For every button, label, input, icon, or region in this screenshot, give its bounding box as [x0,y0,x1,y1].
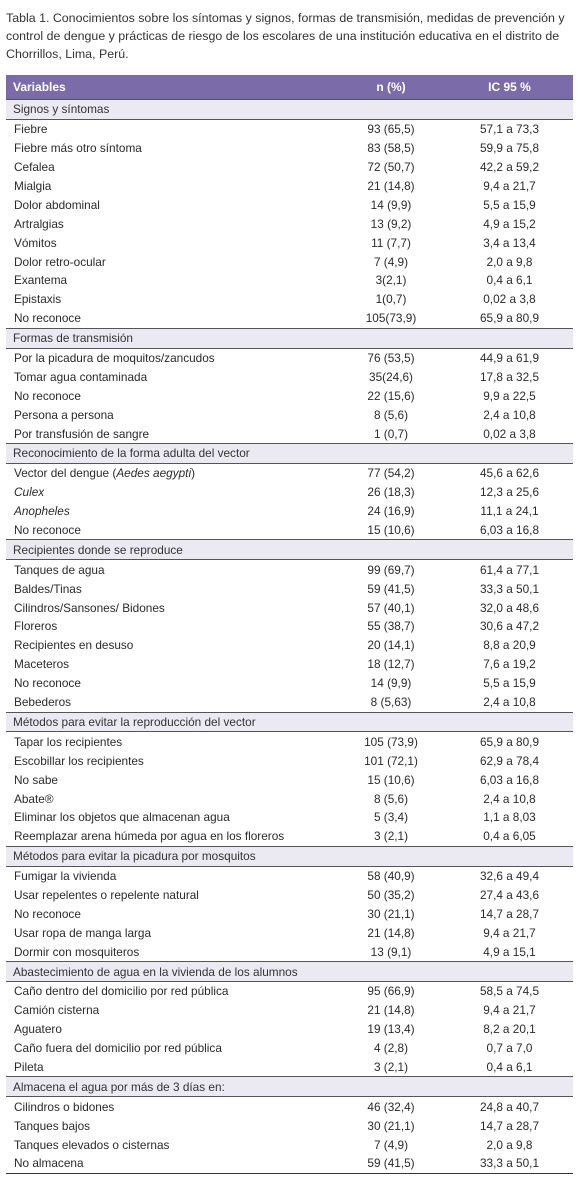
section-header-row [6,1077,573,1097]
row-label: Caño dentro del domicilio por red pública [14,984,229,999]
row-ci: 3,4 a 13,4 [483,235,536,250]
row-n-percent: 5 (3,4) [373,810,409,825]
row-ci: 14,7 a 28,7 [479,1118,540,1133]
row-ci: 14,7 a 28,7 [479,906,540,921]
table-row [6,348,573,367]
data-table [6,75,573,1174]
table-row [6,139,573,158]
row-label: No sabe [14,772,58,787]
table-row [6,732,573,751]
table-row [6,808,573,827]
row-label: Dolor abdominal [14,197,100,212]
table-row [6,521,573,540]
row-label: Bebederos [14,695,72,710]
row-label: No reconoce [14,311,81,326]
table-row [6,367,573,386]
row-label: Epistaxis [14,292,62,307]
row-label: No reconoce [14,906,81,921]
table-row [6,789,573,808]
table-row [6,119,573,138]
row-ci: 2,4 a 10,8 [483,791,536,806]
row-ci: 2,0 a 9,8 [486,1137,533,1152]
table-row [6,463,573,482]
row-ci: 58,5 a 74,5 [479,984,540,999]
section-header-row [6,100,573,120]
table-row [6,560,573,579]
row-ci: 32,0 a 48,6 [479,600,540,615]
row-ci: 9,4 a 21,7 [483,1003,536,1018]
row-ci: 8,2 a 20,1 [483,1022,536,1037]
section-header-row [6,846,573,866]
table-row [6,886,573,905]
row-n-percent: 57 (40,1) [367,600,415,615]
row-ci: 2,4 a 10,8 [483,407,536,422]
section-header-row [6,540,573,560]
table-row [6,1039,573,1058]
row-n-percent: 76 (53,5) [367,351,415,366]
row-n-percent: 95 (66,9) [367,984,415,999]
row-ci: 30,6 a 47,2 [479,619,540,634]
row-n-percent: 18 (12,7) [367,657,415,672]
table-row [6,579,573,598]
row-label: Baldes/Tinas [14,581,82,596]
row-n-percent: 11 (7,7) [371,235,411,250]
row-ci: 27,4 a 43,6 [479,887,540,902]
row-n-percent: 3(2,1) [375,273,407,288]
table-row [6,1154,573,1173]
table-row [6,827,573,846]
table-row [6,636,573,655]
row-label-text: Vector del dengue ( [14,466,117,481]
row-ci: 0,4 a 6,05 [483,829,536,844]
row-label: Recipientes en desuso [14,638,134,653]
row-label: Cilindros/Sansones/ Bidones [14,600,165,615]
row-n-percent: 93 (65,5) [367,122,415,137]
header-ic: IC 95 % [446,75,573,100]
row-n-percent: 1(0,7) [375,292,407,307]
row-ci: 8,8 a 20,9 [483,638,536,653]
table-row [6,923,573,942]
row-n-percent: 58 (40,9) [367,869,415,884]
row-n-percent: 1 (0,7) [373,426,409,441]
row-label: No reconoce [14,388,81,403]
row-n-percent: 72 (50,7) [367,160,415,175]
table-row [6,598,573,617]
row-label: Usar ropa de manga larga [14,925,152,940]
row-n-percent: 3 (2,1) [373,1059,409,1074]
row-ci: 0,02 a 3,8 [483,292,536,307]
table-row [6,655,573,674]
row-n-percent: 99 (69,7) [367,562,415,577]
row-ci: 0,02 a 3,8 [483,426,536,441]
table-row [6,290,573,309]
row-n-percent: 3 (2,1) [373,829,409,844]
table-row [6,483,573,502]
row-n-percent: 83 (58,5) [367,141,415,156]
row-ci: 42,2 a 59,2 [479,160,540,175]
row-n-percent: 46 (32,4) [367,1099,415,1114]
row-label: Exantema [14,273,68,288]
row-label: Tomar agua contaminada [14,369,148,384]
row-ci: 0,4 a 6,1 [486,1059,533,1074]
section-title: Abastecimiento de agua en la vivienda de los alumnos [6,962,573,982]
row-ci: 5,5 a 15,9 [483,676,536,691]
row-n-percent: 14 (9,9) [370,197,412,212]
table-row [6,424,573,443]
table-row [6,177,573,196]
row-ci: 9,9 a 22,5 [483,388,536,403]
section-title: Métodos para evitar la picadura por mosquitos [6,846,573,866]
row-ci: 0,4 a 6,1 [486,273,533,288]
section-header-row [6,712,573,732]
row-label [6,463,336,482]
table-row [6,386,573,405]
row-label: Tanques de agua [14,562,105,577]
row-label-suffix: ) [191,466,196,481]
row-ci: 65,9 a 80,9 [479,734,540,749]
row-n-percent: 20 (14,1) [367,638,415,653]
table-caption: Tabla 1. Conocimientos sobre los síntomas y signos, formas de transmisión, medidas de prevención y control de dengue y prácticas de riesgo de los escolares de una institución educativa en el distrito de Chorrillos, Lima, Perú. [6,11,565,61]
row-label: Tanques bajos [14,1118,91,1133]
row-n-percent: 8 (5,63) [370,695,412,710]
row-n-percent: 24 (16,9) [367,504,415,519]
table-row [6,214,573,233]
table-row [6,1058,573,1077]
row-label: No reconoce [14,676,81,691]
row-ci: 9,4 a 21,7 [483,925,536,940]
header-variables: Variables [6,75,336,100]
row-n-percent: 4 (2,8) [373,1041,409,1056]
row-n-percent: 21 (14,8) [367,925,415,940]
row-label: Cefalea [14,160,55,175]
row-ci: 24,8 a 40,7 [479,1099,540,1114]
row-ci: 59,9 a 75,8 [479,141,540,156]
row-n-percent: 21 (14,8) [367,1003,415,1018]
row-label-species: Culex [14,485,45,500]
row-label: Por transfusión de sangre [14,426,150,441]
section-header-row [6,962,573,982]
table-row [6,770,573,789]
row-label: Escobillar los recipientes [14,753,144,768]
row-label: Mialgia [14,179,52,193]
row-label: Reemplazar arena húmeda por agua en los floreros [14,829,285,844]
table-row [6,1135,573,1154]
row-label: Caño fuera del domicilio por red pública [14,1041,222,1056]
row-label [6,502,336,521]
row-ci: 2,0 a 9,8 [486,254,533,269]
table-row [6,502,573,521]
row-n-percent: 105 (73,9) [364,734,418,749]
table-row [6,271,573,290]
row-ci: 62,9 a 78,4 [479,753,540,768]
table-row [6,309,573,328]
row-n-percent: 101 (72,1) [364,753,418,768]
table-row [6,866,573,885]
table-row [6,904,573,923]
row-n-percent: 77 (54,2) [367,466,415,481]
row-ci: 17,8 a 32,5 [479,369,540,384]
row-ci: 6,03 a 16,8 [479,772,540,787]
row-label: Usar repelentes o repelente natural [14,887,199,902]
row-label: Por la picadura de moquitos/zancudos [14,351,215,366]
row-label: Pileta [14,1059,44,1074]
row-label: Persona a persona [14,407,114,422]
section-header-row [6,328,573,348]
section-title: Reconocimiento de la forma adulta del vector [6,444,573,464]
table-body [6,100,573,1174]
table-row [6,195,573,214]
table-row [6,1020,573,1039]
row-label: Cilindros o bidones [14,1099,115,1114]
row-n-percent: 59 (41,5) [336,1154,446,1173]
row-n-percent: 15 (10,6) [367,523,415,538]
row-label: No almacena [6,1154,336,1173]
row-ci: 57,1 a 73,3 [479,122,540,137]
row-label: No reconoce [14,523,81,538]
row-ci: 0,7 a 7,0 [486,1041,533,1056]
row-ci: 4,9 a 15,2 [483,216,536,231]
header-n: n (%) [336,75,446,100]
table-row [6,233,573,252]
row-ci: 33,3 a 50,1 [446,1154,573,1173]
table-row [6,1097,573,1116]
row-label: Fiebre más otro síntoma [14,141,142,156]
row-label: Camión cisterna [14,1003,100,1018]
section-title: Formas de transmisión [6,328,573,348]
table-header [6,75,573,100]
row-n-percent: 19 (13,4) [367,1022,415,1037]
row-n-percent: 8 (5,6) [373,791,409,806]
table-row [6,942,573,961]
row-ci: 65,9 a 80,9 [479,311,540,326]
row-n-percent: 14 (9,9) [370,676,412,691]
row-label: Fiebre [14,122,48,137]
row-n-percent: 50 (35,2) [367,887,415,902]
section-title: Métodos para evitar la reproducción del vector [6,712,573,732]
table-row [6,158,573,177]
row-ci: 6,03 a 16,8 [479,523,540,538]
table-row [6,981,573,1000]
section-title: Almacena el agua por más de 3 días en: [6,1077,573,1097]
row-n-percent: 30 (21,1) [367,1118,415,1133]
header-row [6,75,573,100]
row-ci: 4,9 a 15,1 [483,944,536,959]
row-n-percent: 59 (41,5) [367,581,415,596]
row-label: Maceteros [14,657,70,672]
row-ci: 1,1 a 8,03 [483,810,536,825]
table-row [6,1116,573,1135]
row-label [6,483,336,502]
row-label-species: Aedes aegypti [116,466,192,481]
table-row [6,252,573,271]
row-ci: 12,3 a 25,6 [479,485,540,500]
row-label-species: Anopheles [14,504,70,519]
section-title: Recipientes donde se reproduce [6,540,573,560]
row-n-percent: 30 (21,1) [367,906,415,921]
row-ci: 32,6 a 49,4 [479,869,540,884]
table-row [6,751,573,770]
row-n-percent: 26 (18,3) [367,485,415,500]
section-header-row [6,444,573,464]
row-label: Abate® [14,791,54,806]
row-n-percent: 13 (9,2) [370,216,412,231]
row-label: Dolor retro-ocular [14,254,106,269]
row-n-percent: 105(73,9) [365,311,417,326]
row-label: Eliminar los objetos que almacenan agua [14,810,230,825]
row-ci: 9,4 a 21,7 [483,179,536,193]
section-title: Signos y síntomas [6,100,573,120]
table-row [6,617,573,636]
row-label: Dormir con mosquiteros [14,944,140,959]
row-ci: 44,9 a 61,9 [479,351,540,366]
row-n-percent: 22 (15,6) [367,388,415,403]
row-n-percent: 13 (9,1) [370,944,412,959]
row-n-percent: 7 (4,9) [373,1137,409,1152]
row-label: Fumigar la vivienda [14,869,117,884]
row-n-percent: 7 (4,9) [373,254,409,269]
row-ci: 61,4 a 77,1 [479,562,540,577]
row-label: Floreros [14,619,58,634]
row-ci: 11,1 a 24,1 [480,504,539,519]
row-ci: 5,5 a 15,9 [483,197,536,212]
row-label: Aguatero [14,1022,62,1037]
table-row [6,674,573,693]
row-n-percent: 35(24,6) [369,369,413,384]
row-label: Artralgias [14,216,64,231]
table-row [6,1001,573,1020]
row-label: Tanques elevados o cisternas [14,1137,170,1152]
row-ci: 33,3 a 50,1 [479,581,540,596]
table-row [6,405,573,424]
row-n-percent: 8 (5,6) [373,407,409,422]
row-ci: 2,4 a 10,8 [483,695,536,710]
table-row [6,693,573,712]
row-label: Tapar los recipientes [14,734,123,749]
row-n-percent: 15 (10,6) [367,772,415,787]
row-n-percent: 21 (14,8) [367,179,415,193]
row-ci: 7,6 a 19,2 [483,657,536,672]
row-n-percent: 55 (38,7) [367,619,415,634]
row-ci: 45,6 a 62,6 [479,466,540,481]
row-label: Vómitos [14,235,57,250]
